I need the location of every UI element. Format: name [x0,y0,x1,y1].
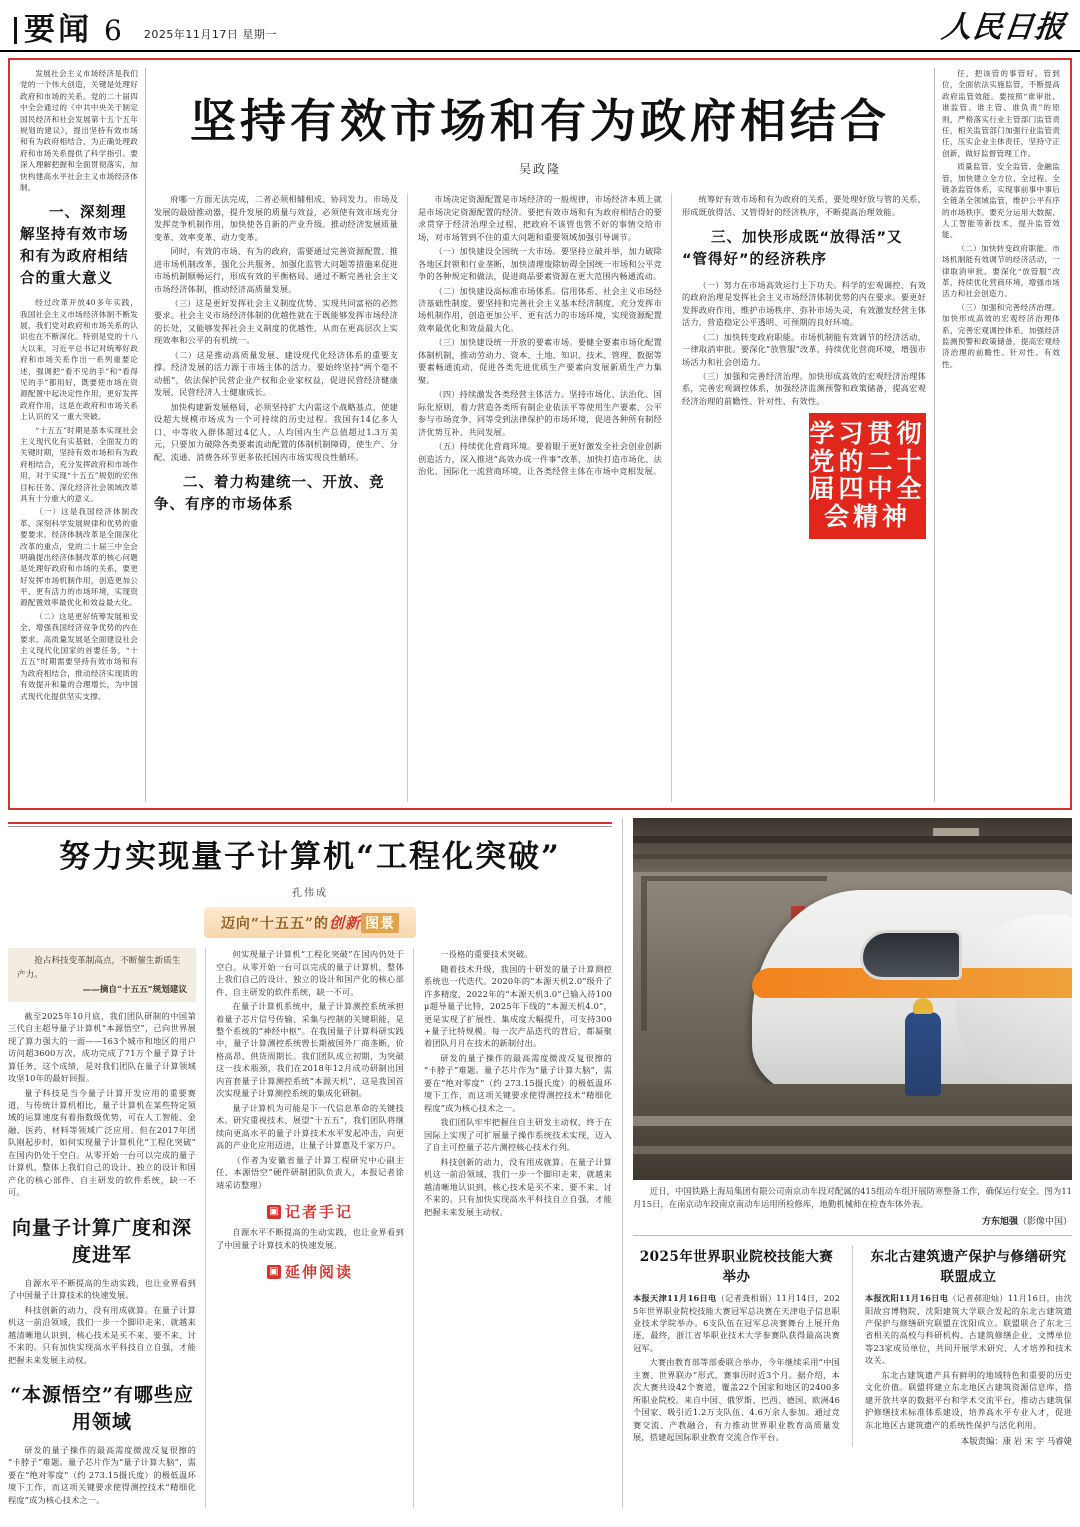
paragraph: （作者为安徽省量子计算工程研究中心副主任、本源悟空“硬件研制团队负责人，本报记者徐靖采访整理） [216,1154,404,1190]
paragraph: （二）加快转变政府职能。市场机制能有效调节的经济活动，一律取消审批。要深化“放管服”改革，持续优化营商环境，增强市场活力和社会创造力。 [682,331,926,367]
brief-dateline [633,1292,840,1354]
feature-column-1 [154,193,408,802]
feature-left-rail [20,68,146,802]
brief-item [852,1245,1072,1447]
paragraph: “十五五”时期是基本实现社会主义现代化有实基础、全面发力的关键时期，坚持有效市场和有为政府相结合，充分发挥政府和市场作用，对于实现“十五五”规划的宏伟目标任务、深化经济社会领域改革具有十分重大的意义。 [20,425,138,503]
paragraph: （一）努力在市场高效运行上下功夫。科学的宏观调控、有效的政府治理是发挥社会主义市场经济体制优势的内在要求。要更好发挥政府作用，维护市场秩序、弥补市场失灵，有效激发经营主体活力，营造稳定公平透明、可预期的良好环境。 [682,279,926,328]
pull-quote-source: ——摘自“十五五”规划建议 [82,984,187,995]
series-badge-suffix: 图景 [361,913,399,933]
paragraph: 在量子计算机系统中，量子计算测控系统承担着量子芯片信号传输、采集与控制的关键职能，是整个系统的“神经中枢”。在我国量子计算科研实践中，量子计算测控系统曾长期被国外厂商垄断，价格高昂、供货周期长。我们团队成立初期，为突破这一技术瓶颈，我们在2018年12月成功研制出国内首套量子计算测控系统“本源天机”，这是我国首次实现量子计算测控系统的集成化研制。 [216,1001,404,1099]
photo-and-briefs [623,818,1072,1508]
photo-rail [633,1116,1072,1126]
paragraph: （二）这是推动高质量发展、建设现代化经济体系的重要支撑。经济发展的活力源于市场主体的活力。要始终坚持“两个毫不动摇”，依法保护民营企业产权和企业家权益，促进民营经济健康发展、民营经济人士健康成长。 [154,349,398,398]
feature-headline: 坚持有效市场和有为政府相结合 [190,94,890,148]
paragraph: （四）持续激发各类经营主体活力。坚持市场化、法治化、国际化原则，着力营造各类所有制企业依法平等使用生产要素、公平参与市场竞争、同等受到法律保护的市场环境，促进各种所有制经济优势互补、共同发展。 [418,389,662,437]
journal-note-wrap-2 [216,1253,404,1286]
quantum-column-2 [216,948,414,1508]
briefs-row [633,1235,1072,1447]
series-badge [204,907,416,938]
feature-article [8,58,1072,810]
photo-beam [633,854,1072,859]
paragraph: 自源水平不断提高的生动实践，也让业界看到了中国量子计算技术的快速发展。 [216,1227,404,1250]
quantum-column-3 [424,948,612,1508]
page-number: 6 [104,14,122,47]
section-heading-2: 二、着力构建统一、开放、竞争、有序的市场体系 [154,475,385,513]
paragraph: 我们团队牢牢把握住自主研发主动权，终于在国际上实现了可扩展量子操作系统技术实现，迈入了自主可控量子芯片测控核心技术行列。 [424,1117,612,1153]
brief-lead: （记者郝迎灿）11月16日，由沈阳故宫博物院、沈阳建筑大学联合发起的东北古建筑遗产保护与修缮研究联盟在沈阳成立。联盟联合了东北三省相关的高校与科研机构、古建筑修缮企业、文博单位等23家成员单位，共同开展学术研究、人才培养和技术攻关。 [865,1293,1072,1366]
paragraph: 科技创新的动力，没有用成就算。在量子计算机这一前沿领域，我们一步一个脚印走来，就越来越清晰地认识到，核心技术是买不来、要不来、讨不来的。只有加快实现高水平科技自立自强，才能把握未来发展主动权。 [8,1304,196,1365]
paragraph: 统筹好有效市场和有为政府的关系，要处理好放与管的关系，形成既放得活、又管得好的经济秩序，不断提高治理效能。 [682,194,926,217]
dateline-text: 本报天津11月16日电 [633,1293,717,1304]
campaign-banner: 学习贯彻党的二十届四中全会精神 [809,413,926,539]
journal-note-1 [267,1201,353,1222]
journal-note-label: 延伸阅读 [284,1263,353,1282]
paragraph: 何实现量子计算机“工程化突破”在国内仍处于空白。从零开始一台可以完成的量子计算机，整体上我们自己的设计、独立的设计和国产化的核心部件、自主研发的软件系统，缺一不可。 [216,949,404,997]
photo-credit-name: 方东旭强 [981,1217,1018,1228]
paragraph: （二）加快转变政府职能。市场机制能有效调节的经济活动，一律取消审批。要深化“放管服”改革，持续优化营商环境，增强市场活力和社会创造力。 [942,243,1060,299]
pull-quote [8,948,196,1002]
paragraph: （二）这是更好统筹发展和安全、增强我国经济竞争优势的内在要求。高质量发展是全面建设社会主义现代化国家的首要任务，“十五五”时期需要坚持有效市场和有为政府相结合，推动经济实现质的有效提升和量的合理增长，为中国式现代化提供坚实支撑。 [20,611,138,701]
paragraph: 一役格的重要技术突破。 [440,949,533,960]
paragraph: 大赛由教育部等部委联合举办，今年继续采用“中国主赛、世界联办”形式，赛事历时近3个月。据介绍，本次大赛共设42个赛道，覆盖22个国家和地区的2400多所职业院校。来自中国、俄罗斯、巴西、德国、欧洲46个国家、吸引近1.2万支队伍、4.6万余人参加。通过竞赛交流、产教融合，有力推动世界职业教育高质量发展，搭建起国际职业教育交流合作平台。 [633,1357,840,1443]
paragraph: 自源水平不断提高的生动实践，也让业界看到了中国量子计算技术的快速发展。 [8,1277,196,1301]
section-title: 要闻 [24,12,92,48]
news-photo [633,818,1072,1180]
feature-column-2 [418,193,672,802]
series-badge-prefix: 迈向“十五五”的 [220,915,330,932]
note-square-icon: ▣ [267,1205,281,1219]
masthead-left [14,12,277,48]
quantum-subheading-2: “本源悟空”有哪些应用领域 [10,1384,194,1433]
photo-train-window [860,930,962,980]
paper-logo: 人民日报 [939,10,1068,45]
divider-thin [8,826,612,827]
paragraph: 随着技术升级，我国的十研发的量子计算测控系统也一代迭代。2020年的“本源天机2.0”级升了许多精度，2022年的“本源天机3.0”已输入待100μ超导量子比特，2025年下线的“本源天机4.0”，更是实现了扩展性、集成度大幅提升，可支持300+量子比特规模。每一次产品迭代的背后，都凝聚着团队月月在技术的新制付出。 [424,963,612,1049]
brief-lead: （记者龚相娟）11月14日，2025年世界职业院校技能大赛冠军总决赛在天津电子信息职业技术学院举办。6支队伍在冠军总决赛舞台上展开角逐，最终，浙江省华职业技术大学参赛队获得最高决赛冠军。 [633,1293,840,1353]
banner-holder [809,413,926,539]
quantum-column-1 [8,948,206,1508]
quantum-byline: 孔伟成 [292,888,328,900]
paragraph: （三）加快建设统一开放的要素市场。要健全要素市场化配置体制机制，推动劳动力、资本、土地、知识、技术、管理、数据等要素畅通流动，促进各类先进优质生产要素向发展新质生产力集聚。 [418,337,662,385]
publication-date: 2025年11月17日 星期一 [143,28,277,41]
masthead [0,0,1080,52]
paragraph: 同时，有效的市场、有为的政府，需要通过完善资源配置、推进市场机制改革，强化公共服务、加强化监管大问题等措施来促进市场机制顺畅运行，形成有效的平衡格局。通过不断完善社会主义市场经济体制，推动经济高质量发展。 [154,246,398,294]
paragraph: （五）持续优化营商环境。要着眼于更好激发全社会创业创新创造活力，深入推进“高效办成一件事”改革，加快打造市场化、法治化、国际化一流营商环境，让各类经营主体在市场中竞相发展。 [418,441,662,477]
paragraph: （二）加快建设高标准市场体系。信用体系、社会主义市场经济基础性制度，要坚持和完善社会主义基本经济制度，充分发挥市场机制作用，创造更加公平、更有活力的市场环境，实现资源配置效率最优化和效益最大化。 [418,285,662,333]
quantum-article [8,818,623,1508]
paragraph: 东北古建筑遗产具有鲜明的地域特色和重要的历史文化价值。联盟将建立东北地区古建筑资源信息库，搭建开放共享的数据平台和学术交流平台，推动古建筑保护修缮技术标准体系建设，培养高水平专业人才，促进东北地区古建筑遗产的系统性保护与活化利用。 [865,1369,1072,1430]
paragraph: （一）加快建设全国统一大市场。要坚持立破并举，加力破除各地区封锁和行业垄断，加快清理废除妨碍全国统一市场和公平竞争的各种规定和做法，促进商品要素资源在更大范围内畅通流动。 [418,246,662,282]
paragraph: 量子计算机为可能是下一代信息革命的关键技术。研究重视技术、展望“十五五”，我们团队将继续向更高水平的量子计算技术水平发起冲击，向更高的产业化应用迈进，让量子计算惠及千家万户。 [216,1102,404,1151]
paragraph: 任，把该管的事管好、管到位，全面依法实施监管，不断提高政府监管效能。要按照“谁审批、谁监管、谁主管、谁负责”的原则，严格落实行业主管部门监管责任，相关监管部门加强行业监管责任，压实企业主体责任，坚持守正创新，做好监督管理工作。 [942,69,1060,158]
paragraph: 府哪一方面无法完成，二者必须相辅相成、协同发力。市场及发展的最励推动器，提升发展的质量与效益，必须使有效市场充分发挥竞争机制作用，加快使各自新的产业升级。推动经济发展质量变革、效率变革、动力变革。 [154,194,398,242]
page-editors: 本版责编：康 岩 宋 宇 马睿婕 [960,1436,1072,1447]
section-heading-1: 一、深刻理解坚持有效市场和有为政府相结合的重大意义 [20,205,129,287]
brief-item [633,1245,840,1447]
photo-credit-source: （影像中国） [1017,1217,1072,1228]
brief-title: 东北古建筑遗产保护与修缮研究联盟成立 [870,1249,1067,1286]
photo-lamp [933,828,979,836]
paragraph: 科技创新的动力，没有用成就算。在量子计算机这一前沿领域，我们一步一个脚印走来，就越来越清晰地认识到，核心技术是买不来、要不来、讨不来的。只有加快实现高水平科技自立自强，才能把握未来发展主动权。 [424,1156,612,1217]
paragraph: 经过改革开放40多年实践，我国社会主义市场经济体制不断发展，我们党对政府和市场关系的认识也在不断深化。特别是党的十八大以来，习近平总书记对统筹好政府和市场关系作出一系列重要论述，强调把“看不见的手”和“看得见的手”都用好，既要使市场在资源配置中起决定性作用，更好发挥政府作用，这是在政府和市场关系上认识的又一重大突破。 [20,298,138,422]
photo-caption: 近日，中国铁路上海局集团有限公司南京动车段对配属的415组动车组开展防寒整备工作，确保运行安全。图为11月15日，在南京动车段南京南动车运用所检修库，地勤机械师在检查车体外表。 [633,1186,1072,1210]
photo-ground [633,1084,1072,1180]
quantum-columns [8,948,612,1508]
feature-columns [154,193,926,802]
note-square-icon: ▣ [267,1265,281,1279]
paragraph: 发展社会主义市场经济是我们党的一个伟大创造，关键是处理好政府和市场的关系。党的二十届四中全会通过的《中共中央关于制定国民经济和社会发展第十五个五年规划的建议》，提出坚持有效市场和有为政府相结合，为正确处理政府和市场关系提供了科学指引。要深入理解把握和全面贯彻落实，加快构建高水平社会主义市场经济体制。 [20,69,138,192]
photo-depot-roof [633,818,1072,872]
series-badge-accent: 创新 [329,914,362,933]
divider-red [8,822,612,824]
feature-right-rail [934,68,1060,802]
journal-note-wrap-1 [216,1193,404,1226]
journal-note-label: 记者手记 [284,1203,353,1222]
paragraph: （三）这是更好发挥社会主义制度优势、实现共同富裕的必然要求。社会主义市场经济体制的优越性就在于既能够发挥市场经济的长处，又能够发挥社会主义制度的优越性，从而在更高层次上实现效率和公平的有机统一。 [154,298,398,346]
journal-note-2 [267,1261,353,1282]
paragraph: 研发的量子操作的最高需度微波反复很擦的“卡脖子”难题。量子芯片作为“量子计算大脑”，需要在“绝对零度”（约 273.15摄氏度）的极低温环境下工作，而这项关键要求使得测控技术“精细化程度”成为核心技术之一。 [8,1445,196,1505]
paragraph: （三）加强和完善经济治理。加快形成高效的宏观经济治理体系，完善宏观调控体系，加强经济监测预警和政策储备，提高宏观经济治理的前瞻性、针对性、有效性。 [682,370,926,406]
pull-quote-text: 抢占科技变革制高点，不断催生新质生产力。 [17,956,181,980]
feature-byline: 吴政隆 [518,162,561,177]
photo-rail [633,1146,1072,1154]
paragraph: （三）加强和完善经济治理。加快形成高效的宏观经济治理体系，完善宏观调控体系，加强经济监测预警和政策储备，提高宏观经济治理的前瞻性、针对性、有效性。 [942,302,1060,369]
paragraph: 量子科技是当今量子计算开发应用的重要赛道，与传统计算机相比，量子计算机在某些特定领域的运算速度有着指数级优势，可在人工智能、金融、医药、材料等领域广泛应用。但在2017年团队刚起步时，如何实现量子计算机化“工程化突破”在国内仍处于空白。从零开始一台可以完成的量子计算机，整体上我们自己的设计、独立的设计和国产化的核心部件、自主研发的软件系统，缺一不可。 [8,1087,196,1198]
photo-worker [905,1012,941,1096]
quantum-headline: 努力实现量子计算机“工程化突破” [59,839,561,875]
brief-dateline [865,1292,1072,1367]
lower-section [8,818,1072,1508]
section-heading-3: 三、加快形成既“放得活”又“管得好”的经济秩序 [682,230,903,268]
feature-center [146,68,934,802]
photo-beam [633,836,1072,843]
paragraph: 市场决定资源配置是市场经济的一般规律，市场经济本质上就是市场决定资源配置的经济。要把有效市场和有为政府相结合的要求贯穿于经济治理全过程，把政府不该管也管不好的事情交给市场，对市场管到不住的重大问题和重要领域加强引导调节。 [418,194,662,242]
feature-column-3 [682,193,926,802]
paragraph: 质量监管、安全监管、金融监管，加快建立全方位、全过程、全链条监管体系，实现事前事中事后全链条全领域监管，维护公平有序的市场秩序。要充分运用大数据、人工智能等新技术，提升监管效能。 [942,162,1060,240]
paragraph: 研发的量子操作的最高需度微波反复很擦的“卡脖子”难题。量子芯片作为“量子计算大脑”，需要在“绝对零度”（约 273.15摄氏度）的极低温环境下工作，而这项关键要求使得测控技术“精细化程度”成为核心技术之一。 [424,1052,612,1113]
paragraph: （一）这是我国经济体制改革、深刻科学发展规律和优势的重要要求。经济体制改革是全面深化改革的重点，党的二十届三中全会明确提出经济体制改革的核心问题是处理好政府和市场的关系，要更好发挥市场机制作用，创造更加公平、更有活力的市场环境，实现资源配置效率最优化和效益最大化。 [20,507,138,608]
brief-title: 2025年世界职业院校技能大赛举办 [639,1249,834,1286]
photo-credit [633,1214,1072,1227]
dateline-text: 本报沈阳11月16日电 [865,1293,949,1304]
quantum-subheading-1: 向量子计算广度和深度进军 [11,1216,192,1266]
paragraph: 截至2025年10月底，我们团队研制的中国第三代自主超导量子计算机“本源悟空”，已向世界展现了算力强大的一面——163个城市和地区的用户访问超3600万次，成功完成了71万个量子算子计算任务，这个成绩，是对我们团队在量子计算领域攻坚10年的最好回报。 [8,1010,196,1084]
paragraph: 加快构建新发展格局，必须坚持扩大内需这个战略基点，使建设超大规模市场成为一个可持续的历史过程。我国有14亿多人口、中等收入群体超过4亿人，人均国内生产总值超过1.3万美元，只要加力破除各类要素流动配置的体制机制障碍，使生产、分配、流通、消费各环节更多依托国内市场实现良性循环。 [154,401,398,462]
